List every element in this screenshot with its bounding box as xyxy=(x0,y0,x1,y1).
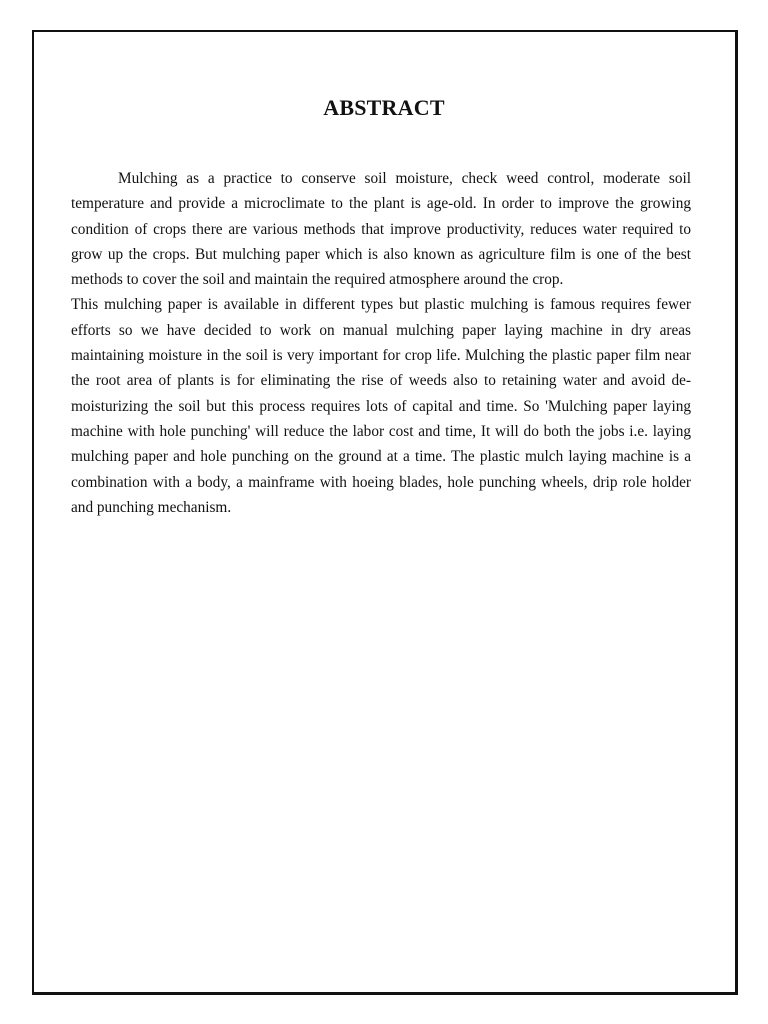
abstract-paragraph-2: This mulching paper is available in different types but plastic mulching is famous requires fewer efforts so we have decided to work on manual mulching paper laying machine in dry areas maintaining moisture in the soil is very important for crop life. Mulching the plastic paper film near the root area of plants is for eliminating the rise of weeds also to retaining water and avoid de-moisturizing the soil but this process requires lots of capital and time. So 'Mulching paper laying machine with hole punching' will reduce the labor cost and time, It will do both the jobs i.e. laying mulching paper and hole punching on the ground at a time. The plastic mulch laying machine is a combination with a body, a mainframe with hoeing blades, hole punching wheels, drip role holder and punching mechanism. xyxy=(71,296,691,516)
page-title: ABSTRACT xyxy=(323,95,445,120)
abstract-paragraph-1: Mulching as a practice to conserve soil moisture, check weed control, moderate soil temperature and provide a microclimate to the plant is age-old. In order to improve the growing condition of crops there are various methods that improve productivity, reduces water required to grow up the crops. But mulching paper which is also known as agriculture film is one of the best methods to cover the soil and maintain the required atmosphere around the crop. xyxy=(71,170,691,289)
abstract-body xyxy=(71,166,691,520)
